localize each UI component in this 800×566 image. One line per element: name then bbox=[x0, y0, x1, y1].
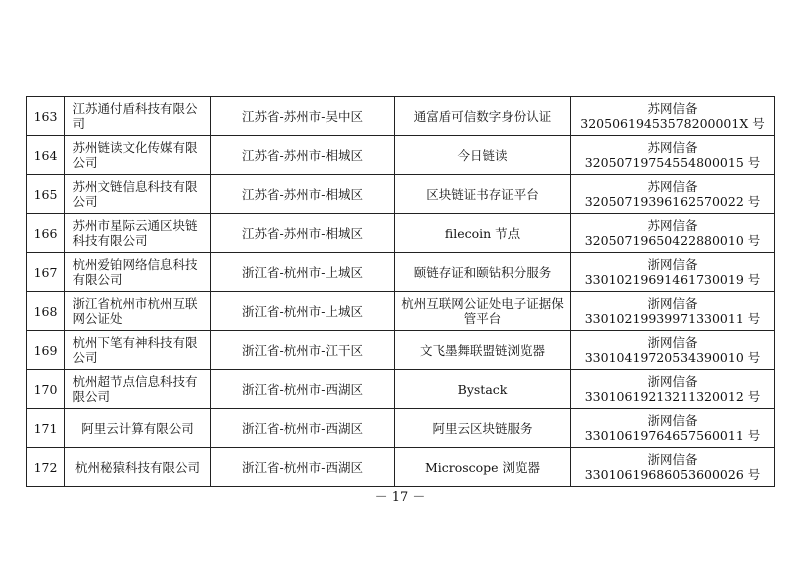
region-cell: 浙江省-杭州市-西湖区 bbox=[211, 409, 395, 448]
row-number-cell: 172 bbox=[27, 448, 65, 487]
company-name-text: 苏州文链信息科技有限公司 bbox=[72, 179, 198, 209]
region-cell: 浙江省-杭州市-上城区 bbox=[211, 253, 395, 292]
service-name-cell: filecoin 节点 bbox=[395, 214, 571, 253]
company-name-text: 杭州秘猿科技有限公司 bbox=[74, 459, 200, 475]
service-name-cell: 通富盾可信数字身份认证 bbox=[395, 97, 571, 136]
table-row bbox=[27, 97, 775, 136]
table-row bbox=[27, 253, 775, 292]
company-name-cell bbox=[65, 370, 211, 409]
company-name-cell bbox=[65, 175, 211, 214]
region-cell: 江苏省-苏州市-相城区 bbox=[211, 136, 395, 175]
record-number-cell: 浙网信备 33010219939971330011 号 bbox=[571, 292, 775, 331]
company-name-text: 苏州链读文化传媒有限公司 bbox=[72, 140, 198, 170]
company-name-text: 阿里云计算有限公司 bbox=[81, 420, 194, 436]
service-name-cell: Bystack bbox=[395, 370, 571, 409]
table-row bbox=[27, 292, 775, 331]
company-name-text: 杭州下笔有神科技有限公司 bbox=[72, 335, 198, 365]
record-number-cell: 浙网信备 33010619686053600026 号 bbox=[571, 448, 775, 487]
company-name-cell bbox=[65, 292, 211, 331]
region-cell: 浙江省-杭州市-江干区 bbox=[211, 331, 395, 370]
table-row bbox=[27, 214, 775, 253]
row-number-cell: 167 bbox=[27, 253, 65, 292]
table-row bbox=[27, 136, 775, 175]
table-row bbox=[27, 370, 775, 409]
record-number-cell: 苏网信备 32050719396162570022 号 bbox=[571, 175, 775, 214]
row-number-cell: 164 bbox=[27, 136, 65, 175]
company-name-text: 苏州市星际云通区块链科技有限公司 bbox=[72, 218, 198, 248]
row-number-cell: 170 bbox=[27, 370, 65, 409]
region-cell: 浙江省-杭州市-上城区 bbox=[211, 292, 395, 331]
service-name-cell: 杭州互联网公证处电子证据保管平台 bbox=[395, 292, 571, 331]
table-row bbox=[27, 331, 775, 370]
service-name-cell: 颐链存证和颐钻积分服务 bbox=[395, 253, 571, 292]
company-name-text: 浙江省杭州市杭州互联网公证处 bbox=[72, 296, 198, 326]
region-cell: 江苏省-苏州市-相城区 bbox=[211, 214, 395, 253]
record-number-cell: 浙网信备 33010419720534390010 号 bbox=[571, 331, 775, 370]
page-number: － 17 － bbox=[374, 490, 426, 505]
table-body bbox=[27, 97, 775, 487]
record-number-cell: 浙网信备 33010219691461730019 号 bbox=[571, 253, 775, 292]
registry-table bbox=[26, 96, 775, 487]
row-number-cell: 163 bbox=[27, 97, 65, 136]
company-name-cell bbox=[65, 97, 211, 136]
company-name-cell bbox=[65, 253, 211, 292]
row-number-cell: 166 bbox=[27, 214, 65, 253]
service-name-cell: 阿里云区块链服务 bbox=[395, 409, 571, 448]
region-cell: 浙江省-杭州市-西湖区 bbox=[211, 370, 395, 409]
record-number-cell: 苏网信备 32050619453578200001X 号 bbox=[571, 97, 775, 136]
row-number-cell: 169 bbox=[27, 331, 65, 370]
service-name-cell: 文飞墨舞联盟链浏览器 bbox=[395, 331, 571, 370]
company-name-text: 江苏通付盾科技有限公司 bbox=[72, 101, 198, 131]
company-name-cell bbox=[65, 409, 211, 448]
record-number-cell: 浙网信备 33010619213211320012 号 bbox=[571, 370, 775, 409]
table-row bbox=[27, 409, 775, 448]
service-name-cell: 今日链读 bbox=[395, 136, 571, 175]
region-cell: 江苏省-苏州市-相城区 bbox=[211, 175, 395, 214]
region-cell: 江苏省-苏州市-吴中区 bbox=[211, 97, 395, 136]
service-name-cell: Microscope 浏览器 bbox=[395, 448, 571, 487]
company-name-cell bbox=[65, 331, 211, 370]
table-row bbox=[27, 448, 775, 487]
company-name-text: 杭州爱铂网络信息科技有限公司 bbox=[72, 257, 198, 287]
row-number-cell: 171 bbox=[27, 409, 65, 448]
record-number-cell: 浙网信备 33010619764657560011 号 bbox=[571, 409, 775, 448]
table-row bbox=[27, 175, 775, 214]
service-name-cell: 区块链证书存证平台 bbox=[395, 175, 571, 214]
row-number-cell: 168 bbox=[27, 292, 65, 331]
record-number-cell: 苏网信备 32050719754554800015 号 bbox=[571, 136, 775, 175]
region-cell: 浙江省-杭州市-西湖区 bbox=[211, 448, 395, 487]
company-name-cell bbox=[65, 136, 211, 175]
company-name-cell bbox=[65, 448, 211, 487]
row-number-cell: 165 bbox=[27, 175, 65, 214]
record-number-cell: 苏网信备 32050719650422880010 号 bbox=[571, 214, 775, 253]
company-name-text: 杭州超节点信息科技有限公司 bbox=[72, 374, 198, 404]
company-name-cell bbox=[65, 214, 211, 253]
